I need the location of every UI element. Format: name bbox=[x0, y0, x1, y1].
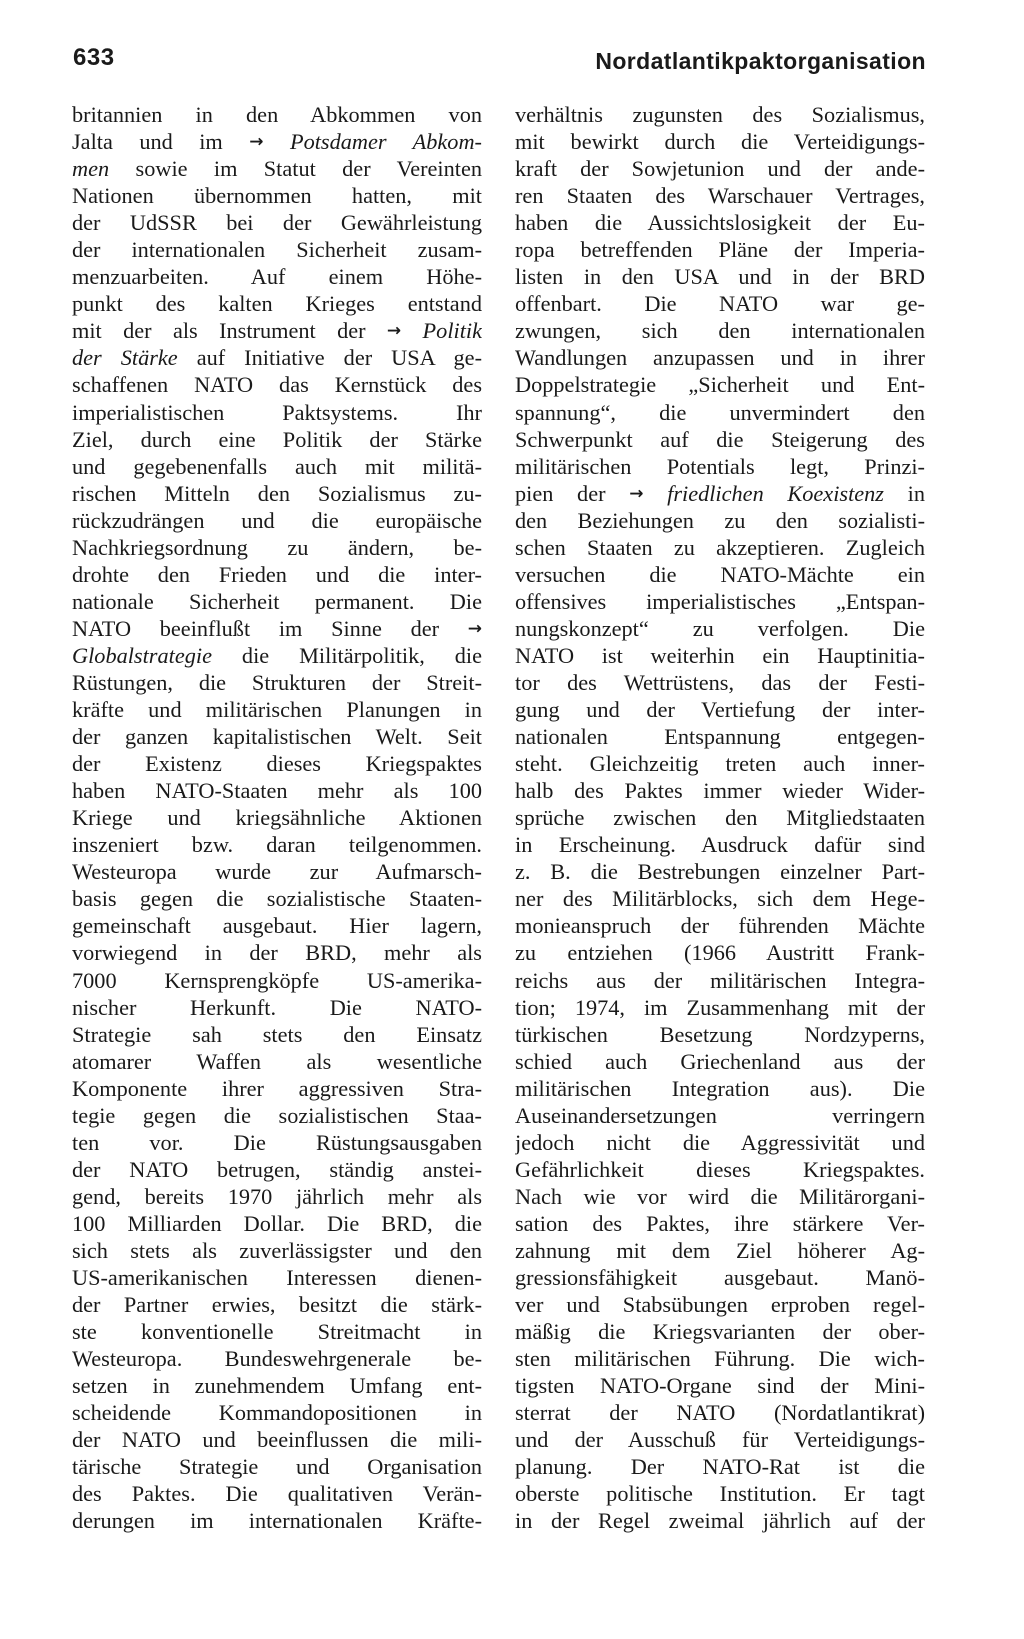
text-line bbox=[72, 831, 482, 858]
line-text: planung. Der NATO-Rat ist die bbox=[515, 1454, 925, 1480]
line-text: schied auch Griechenland aus der bbox=[515, 1048, 925, 1074]
text-line bbox=[72, 1507, 482, 1534]
text-line bbox=[515, 561, 925, 588]
text-line bbox=[515, 939, 925, 966]
line-text: setzen in zunehmendem Umfang ent- bbox=[72, 1373, 482, 1399]
line-text: der ganzen kapitalistischen Welt. Seit bbox=[72, 724, 482, 750]
text-line bbox=[72, 1129, 482, 1156]
cross-reference-term: friedlichen Koexistenz bbox=[667, 480, 884, 506]
text-line bbox=[515, 290, 925, 317]
text-line bbox=[72, 236, 482, 263]
line-text: Rüstungen, die Strukturen der Streit- bbox=[72, 669, 482, 695]
line-text: ner des Militärblocks, sich dem Hege- bbox=[515, 886, 925, 912]
text-line bbox=[72, 209, 482, 236]
text-line bbox=[515, 1291, 925, 1318]
text-column-right bbox=[515, 101, 925, 1534]
line-text: 7000 Kernsprengköpfe US-amerika- bbox=[72, 967, 482, 993]
line-text: der UdSSR bei der Gewährleistung bbox=[72, 210, 482, 236]
text-line bbox=[72, 1237, 482, 1264]
text-line bbox=[72, 777, 482, 804]
text-line bbox=[72, 669, 482, 696]
line-text: mäßig die Kriegsvarianten der ober- bbox=[515, 1319, 925, 1345]
line-text: schaffenen NATO das Kernstück des bbox=[72, 372, 482, 398]
line-text: nischer Herkunft. Die NATO- bbox=[72, 994, 482, 1020]
line-text: rischen Mitteln den Sozialismus zu- bbox=[72, 480, 482, 506]
line-text: der internationalen Sicherheit zusam- bbox=[72, 237, 482, 263]
text-line bbox=[515, 209, 925, 236]
text-line bbox=[72, 1048, 482, 1075]
text-line bbox=[515, 1372, 925, 1399]
text-line bbox=[72, 480, 482, 507]
line-text: Wandlungen anzupassen und in ihrer bbox=[515, 345, 925, 371]
cross-reference-term: Globalstrategie bbox=[72, 642, 212, 668]
line-text: den Beziehungen zu den sozialisti- bbox=[515, 507, 925, 533]
line-text: NATO beeinflußt im Sinne der bbox=[72, 615, 440, 641]
line-text: US-amerikanischen Interessen dienen- bbox=[72, 1265, 482, 1291]
text-line bbox=[515, 371, 925, 398]
text-line bbox=[515, 967, 925, 994]
text-line bbox=[515, 1210, 925, 1237]
text-line bbox=[72, 263, 482, 290]
line-text: kraft der Sowjetunion und der ande- bbox=[515, 156, 925, 182]
line-text: gend, bereits 1970 jährlich mehr als bbox=[72, 1183, 482, 1209]
text-line bbox=[515, 615, 925, 642]
text-line bbox=[72, 1291, 482, 1318]
text-line bbox=[72, 967, 482, 994]
text-line bbox=[515, 534, 925, 561]
line-text: tion; 1974, im Zusammenhang mit der bbox=[515, 994, 925, 1020]
line-text: nationalen Entspannung entgegen- bbox=[515, 724, 925, 750]
cross-reference-term: Politik bbox=[422, 318, 482, 344]
line-text: tegie gegen die sozialistischen Staa- bbox=[72, 1102, 482, 1128]
cross-reference-term: Potsdamer Abkom- bbox=[289, 129, 482, 155]
text-line bbox=[515, 1480, 925, 1507]
text-line bbox=[515, 1264, 925, 1291]
line-text: tigsten NATO-Organe sind der Mini- bbox=[515, 1373, 925, 1399]
line-text: punkt des kalten Krieges entstand bbox=[72, 291, 482, 317]
text-line bbox=[72, 1264, 482, 1291]
text-line bbox=[72, 1156, 482, 1183]
page-number: 633 bbox=[73, 44, 115, 71]
line-text: offenbart. Die NATO war ge- bbox=[515, 291, 925, 317]
text-line bbox=[72, 1453, 482, 1480]
text-column-left bbox=[72, 101, 482, 1534]
text-line bbox=[515, 885, 925, 912]
text-line bbox=[515, 858, 925, 885]
text-line bbox=[515, 1183, 925, 1210]
text-line bbox=[72, 723, 482, 750]
line-text: listen in den USA und in der BRD bbox=[515, 264, 925, 290]
line-text: in der Regel zweimal jährlich auf der bbox=[515, 1508, 925, 1534]
line-text: sten militärischen Führung. Die wich- bbox=[515, 1346, 925, 1372]
text-line bbox=[515, 317, 925, 344]
cross-reference-term: der Stärke bbox=[72, 345, 178, 371]
running-head: Nordatlantikpaktorganisation bbox=[595, 48, 926, 74]
line-text: nationale Sicherheit permanent. Die bbox=[72, 588, 482, 614]
line-text: NATO ist weiterhin ein Hauptinitia- bbox=[515, 642, 925, 668]
text-line bbox=[515, 101, 925, 128]
text-line bbox=[72, 1075, 482, 1102]
text-line bbox=[515, 1318, 925, 1345]
line-text: z. B. die Bestrebungen einzelner Part- bbox=[515, 859, 925, 885]
line-text: Doppelstrategie „Sicherheit und Ent- bbox=[515, 372, 925, 398]
text-line bbox=[515, 1156, 925, 1183]
text-line bbox=[515, 1102, 925, 1129]
line-text: gemeinschaft ausgebaut. Hier lagern, bbox=[72, 913, 482, 939]
text-line bbox=[515, 912, 925, 939]
text-line bbox=[72, 182, 482, 209]
line-text: Nach wie vor wird die Militärorgani- bbox=[515, 1183, 925, 1209]
line-text: versuchen die NATO-Mächte ein bbox=[515, 561, 925, 587]
line-text: sprüche zwischen den Mitgliedstaaten bbox=[515, 805, 925, 831]
line-text: 100 Milliarden Dollar. Die BRD, die bbox=[72, 1210, 482, 1236]
line-text: tärische Strategie und Organisation bbox=[72, 1454, 482, 1480]
line-text: zu entziehen (1966 Austritt Frank- bbox=[515, 940, 925, 966]
text-line bbox=[72, 1183, 482, 1210]
text-line bbox=[72, 426, 482, 453]
text-line bbox=[72, 1480, 482, 1507]
text-line bbox=[515, 155, 925, 182]
line-text: sich stets als zuverlässigster und den bbox=[72, 1237, 482, 1263]
text-line bbox=[515, 182, 925, 209]
text-line bbox=[72, 804, 482, 831]
text-line bbox=[515, 1426, 925, 1453]
text-line bbox=[515, 1129, 925, 1156]
text-line bbox=[515, 777, 925, 804]
line-text: Ziel, durch eine Politik der Stärke bbox=[72, 426, 482, 452]
text-line bbox=[72, 128, 482, 155]
line-text: menzuarbeiten. Auf einem Höhe- bbox=[72, 264, 482, 290]
line-text: kräfte und militärischen Planungen in bbox=[72, 697, 482, 723]
text-line bbox=[72, 101, 482, 128]
text-line bbox=[515, 750, 925, 777]
line-text: imperialistischen Paktsystems. Ihr bbox=[72, 399, 482, 425]
text-line bbox=[72, 371, 482, 398]
line-text: ste konventionelle Streitmacht in bbox=[72, 1319, 482, 1345]
text-line bbox=[72, 615, 482, 642]
text-line bbox=[72, 1210, 482, 1237]
line-text: verhältnis zugunsten des Sozialismus, bbox=[515, 102, 925, 127]
cross-reference-arrow-icon: → bbox=[629, 483, 644, 504]
line-text: steht. Gleichzeitig treten auch inner- bbox=[515, 751, 925, 777]
text-line bbox=[72, 534, 482, 561]
line-text: Nationen übernommen hatten, mit bbox=[72, 183, 482, 209]
text-line bbox=[515, 1021, 925, 1048]
line-text: oberste politische Institution. Er tagt bbox=[515, 1481, 925, 1507]
text-line bbox=[72, 290, 482, 317]
text-line bbox=[515, 1453, 925, 1480]
text-line bbox=[72, 939, 482, 966]
line-text: Schwerpunkt auf die Steigerung des bbox=[515, 426, 925, 452]
cross-reference-arrow-icon: → bbox=[249, 132, 264, 153]
line-text: tor des Wettrüstens, das der Festi- bbox=[515, 669, 925, 695]
line-text: ver und Stabsübungen erproben regel- bbox=[515, 1292, 925, 1318]
line-text: mit der als Instrument der bbox=[72, 318, 366, 344]
text-line bbox=[72, 1318, 482, 1345]
text-line bbox=[72, 994, 482, 1021]
text-line bbox=[515, 804, 925, 831]
text-line bbox=[72, 507, 482, 534]
line-text: Gefährlichkeit dieses Kriegspaktes. bbox=[515, 1156, 925, 1182]
line-text: ren Staaten des Warschauer Vertrages, bbox=[515, 183, 925, 209]
text-line bbox=[515, 480, 925, 507]
text-line bbox=[515, 263, 925, 290]
line-text: sterrat der NATO (Nordatlantikrat) bbox=[515, 1400, 925, 1426]
line-text: halb des Paktes immer wieder Wider- bbox=[515, 778, 925, 804]
text-line bbox=[72, 453, 482, 480]
text-line bbox=[72, 858, 482, 885]
line-text: mit bewirkt durch die Verteidigungs- bbox=[515, 129, 925, 155]
text-line bbox=[515, 831, 925, 858]
cross-reference-arrow-icon: → bbox=[386, 321, 402, 342]
text-line bbox=[515, 399, 925, 426]
text-line bbox=[72, 696, 482, 723]
text-line bbox=[72, 1426, 482, 1453]
text-line bbox=[72, 344, 482, 371]
line-text: Kriege und kriegsähnliche Aktionen bbox=[72, 805, 482, 831]
line-text: pien der bbox=[515, 480, 606, 506]
text-line bbox=[72, 399, 482, 426]
line-text: ten vor. Die Rüstungsausgaben bbox=[72, 1129, 482, 1155]
line-text: militärischen Potentials legt, Prinzi- bbox=[515, 453, 925, 479]
line-text: die Militärpolitik, die bbox=[241, 642, 482, 668]
line-text: der Existenz dieses Kriegspaktes bbox=[72, 751, 482, 777]
line-text: vorwiegend in der BRD, mehr als bbox=[72, 940, 482, 966]
text-line bbox=[72, 1372, 482, 1399]
text-line bbox=[72, 885, 482, 912]
text-line bbox=[515, 236, 925, 263]
line-text: militärischen Integration aus). Die bbox=[515, 1075, 925, 1101]
line-text: drohte den Frieden und die inter- bbox=[72, 561, 482, 587]
text-line bbox=[515, 1507, 925, 1534]
line-text: auf Initiative der USA ge- bbox=[196, 345, 482, 371]
line-text: jedoch nicht die Aggressivität und bbox=[515, 1129, 925, 1155]
cross-reference-term: men bbox=[72, 156, 110, 182]
text-line bbox=[515, 669, 925, 696]
line-text: haben die Aussichtslosigkeit der Eu- bbox=[515, 210, 925, 236]
text-line bbox=[72, 1021, 482, 1048]
text-line bbox=[515, 588, 925, 615]
text-line bbox=[515, 453, 925, 480]
line-text: sowie im Statut der Vereinten bbox=[135, 156, 482, 182]
line-text: der NATO betrugen, ständig anstei- bbox=[72, 1156, 482, 1182]
text-line bbox=[72, 1399, 482, 1426]
line-text: Komponente ihrer aggressiven Stra- bbox=[72, 1075, 482, 1101]
line-text: Auseinandersetzungen verringern bbox=[515, 1102, 925, 1128]
text-line bbox=[72, 750, 482, 777]
line-text: des Paktes. Die qualitativen Verän- bbox=[72, 1481, 482, 1507]
line-text: monieanspruch der führenden Mächte bbox=[515, 913, 925, 939]
text-line bbox=[72, 912, 482, 939]
line-text: sation des Paktes, ihre stärkere Ver- bbox=[515, 1210, 925, 1236]
text-line bbox=[515, 696, 925, 723]
text-line bbox=[72, 317, 482, 344]
text-line bbox=[515, 128, 925, 155]
text-line bbox=[72, 561, 482, 588]
line-text: der NATO und beeinflussen die mili- bbox=[72, 1427, 482, 1453]
text-line bbox=[515, 723, 925, 750]
line-text: in Erscheinung. Ausdruck dafür sind bbox=[515, 832, 925, 858]
text-line bbox=[72, 1345, 482, 1372]
line-text: der Partner erwies, besitzt die stärk- bbox=[72, 1292, 482, 1318]
line-text: und der Ausschuß für Verteidigungs- bbox=[515, 1427, 925, 1453]
line-text: und gegebenenfalls auch mit militä- bbox=[72, 453, 482, 479]
line-text: britannien in den Abkommen von bbox=[72, 102, 482, 127]
line-text: Westeuropa wurde zur Aufmarsch- bbox=[72, 859, 482, 885]
line-text: türkischen Besetzung Nordzyperns, bbox=[515, 1021, 925, 1047]
line-text: zwungen, sich den internationalen bbox=[515, 318, 925, 344]
line-text: offensives imperialistisches „Entspan- bbox=[515, 588, 925, 614]
line-text: rückzudrängen und die europäische bbox=[72, 507, 482, 533]
text-line bbox=[515, 426, 925, 453]
text-line bbox=[515, 642, 925, 669]
line-text: reichs aus der militärischen Integra- bbox=[515, 967, 925, 993]
line-text: in bbox=[907, 480, 925, 506]
line-text: basis gegen die sozialistische Staaten- bbox=[72, 886, 482, 912]
text-line bbox=[72, 642, 482, 669]
text-line bbox=[515, 507, 925, 534]
text-line bbox=[515, 344, 925, 371]
text-line bbox=[515, 1048, 925, 1075]
line-text: haben NATO-Staaten mehr als 100 bbox=[72, 778, 482, 804]
text-line bbox=[515, 1399, 925, 1426]
text-line bbox=[515, 1237, 925, 1264]
text-line bbox=[72, 588, 482, 615]
line-text: scheidende Kommandopositionen in bbox=[72, 1400, 482, 1426]
line-text: ropa betreffenden Pläne der Imperia- bbox=[515, 237, 925, 263]
line-text: nungskonzept“ zu verfolgen. Die bbox=[515, 615, 925, 641]
cross-reference-arrow-icon: → bbox=[467, 618, 482, 639]
line-text: Jalta und im bbox=[72, 129, 223, 155]
line-text: gressionsfähigkeit ausgebaut. Manö- bbox=[515, 1265, 925, 1291]
text-line bbox=[72, 1102, 482, 1129]
line-text: zahnung mit dem Ziel höherer Ag- bbox=[515, 1237, 925, 1263]
text-line bbox=[515, 994, 925, 1021]
text-line bbox=[72, 155, 482, 182]
text-line bbox=[515, 1345, 925, 1372]
line-text: atomarer Waffen als wesentliche bbox=[72, 1048, 482, 1074]
line-text: schen Staaten zu akzeptieren. Zugleich bbox=[515, 534, 925, 560]
line-text: derungen im internationalen Kräfte- bbox=[72, 1508, 482, 1534]
line-text: gung und der Vertiefung der inter- bbox=[515, 697, 925, 723]
line-text: spannung“, die unvermindert den bbox=[515, 399, 925, 425]
line-text: Strategie sah stets den Einsatz bbox=[72, 1021, 482, 1047]
line-text: Westeuropa. Bundeswehrgenerale be- bbox=[72, 1346, 482, 1372]
line-text: Nachkriegsordnung zu ändern, be- bbox=[72, 534, 482, 560]
text-line bbox=[515, 1075, 925, 1102]
line-text: inszeniert bzw. daran teilgenommen. bbox=[72, 832, 482, 858]
